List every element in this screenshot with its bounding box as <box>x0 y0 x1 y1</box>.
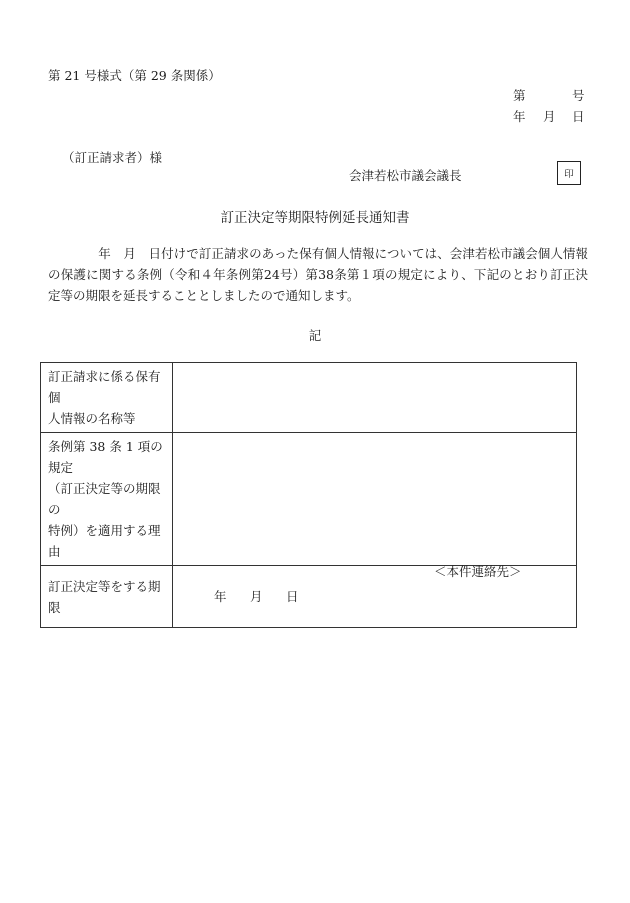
issue-date-month: 月 <box>543 109 556 124</box>
deadline-date <box>173 587 576 607</box>
document-number-prefix: 第 <box>513 88 526 103</box>
row-value-reason[interactable] <box>173 433 577 566</box>
table-row <box>41 363 577 433</box>
deadline-month: 月 <box>250 588 263 604</box>
table-row <box>41 433 577 566</box>
body-text: 年 月 日付けで訂正請求のあった保有個人情報については、会津若松市議会個人情報の保護に関する条例（令和４年条例第24号）第38条第１項の規定により、下記のとおり訂正決定等の期限を延長することとしましたので通知します。 <box>48 246 588 303</box>
issue-date-year: 年 <box>513 109 526 124</box>
sender: 会津若松市議会議長 <box>349 168 462 183</box>
row-label-deadline: 訂正決定等をする期限 <box>41 566 173 628</box>
row-label-personal-info: 訂正請求に係る保有個 人情報の名称等 <box>41 363 173 433</box>
contact-heading: ＜本件連絡先＞ <box>434 564 522 579</box>
document-number-suffix: 号 <box>572 88 585 103</box>
form-number: 第 21 号様式（第 29 条関係） <box>48 68 221 83</box>
seal-box <box>557 161 581 185</box>
row-label-reason: 条例第 38 条 1 項の規定 （訂正決定等の期限の 特例）を適用する理由 <box>41 433 173 566</box>
row-value-personal-info[interactable] <box>173 363 577 433</box>
details-table <box>40 362 577 628</box>
recipient: （訂正請求者）様 <box>62 150 163 165</box>
ki-heading: 記 <box>308 328 322 343</box>
document-title: 訂正決定等期限特例延長通知書 <box>220 210 410 226</box>
seal-label: 印 <box>564 169 574 180</box>
deadline-year: 年 <box>214 588 227 604</box>
deadline-day: 日 <box>286 588 299 604</box>
issue-date-day: 日 <box>572 109 585 124</box>
